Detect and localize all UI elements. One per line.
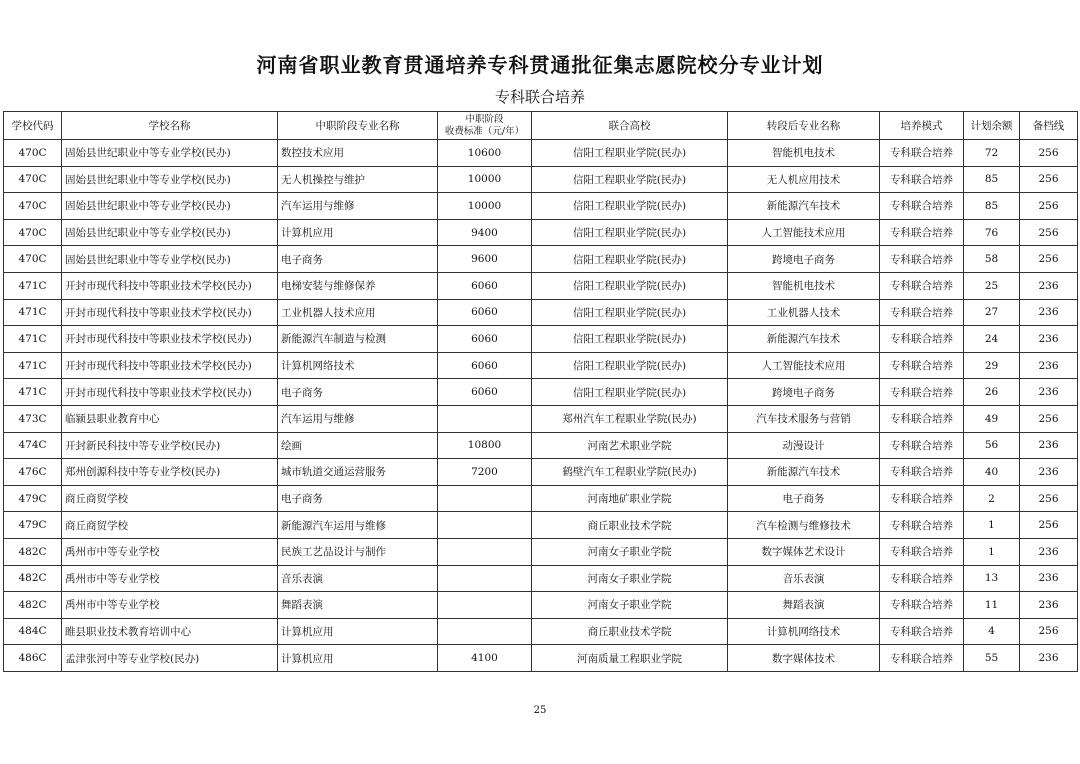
- cell-code: 470C: [4, 219, 62, 246]
- cell-remaining: 1: [964, 512, 1020, 539]
- header-code: 学校代码: [4, 112, 62, 140]
- cell-major: 电子商务: [278, 246, 438, 273]
- table-row: [4, 193, 1078, 220]
- cell-remaining: 11: [964, 592, 1020, 619]
- cell-partner: 信阳工程职业学院(民办): [532, 352, 728, 379]
- cell-after-major: 汽车技术服务与营销: [728, 405, 880, 432]
- cell-fee: 10600: [438, 140, 532, 167]
- cell-after-major: 工业机器人技术: [728, 299, 880, 326]
- cell-remaining: 26: [964, 379, 1020, 406]
- cell-remaining: 13: [964, 565, 1020, 592]
- cell-partner: 河南女子职业学院: [532, 565, 728, 592]
- cell-fee: 10000: [438, 193, 532, 220]
- table-row: [4, 645, 1078, 672]
- cell-major: 新能源汽车运用与维修: [278, 512, 438, 539]
- cell-after-major: 汽车检测与维修技术: [728, 512, 880, 539]
- cell-major: 电梯安装与维修保养: [278, 272, 438, 299]
- table-row: [4, 246, 1078, 273]
- header-major: 中职阶段专业名称: [278, 112, 438, 140]
- cell-school: 商丘商贸学校: [62, 512, 278, 539]
- cell-school: 禹州市中等专业学校: [62, 592, 278, 619]
- cell-school: 开封市现代科技中等职业技术学校(民办): [62, 272, 278, 299]
- cell-code: 482C: [4, 538, 62, 565]
- cell-remaining: 49: [964, 405, 1020, 432]
- table-row: [4, 140, 1078, 167]
- table-row: [4, 166, 1078, 193]
- cell-fee: [438, 485, 532, 512]
- plan-table: [3, 111, 1078, 672]
- cell-line: 236: [1020, 272, 1078, 299]
- cell-mode: 专科联合培养: [880, 272, 964, 299]
- cell-partner: 商丘职业技术学院: [532, 618, 728, 645]
- cell-line: 256: [1020, 618, 1078, 645]
- cell-remaining: 58: [964, 246, 1020, 273]
- cell-fee: 9400: [438, 219, 532, 246]
- header-remaining: 计划余额: [964, 112, 1020, 140]
- cell-partner: 郑州汽车工程职业学院(民办): [532, 405, 728, 432]
- cell-school: 睢县职业技术教育培训中心: [62, 618, 278, 645]
- cell-mode: 专科联合培养: [880, 459, 964, 486]
- cell-partner: 信阳工程职业学院(民办): [532, 140, 728, 167]
- cell-code: 482C: [4, 592, 62, 619]
- cell-code: 482C: [4, 565, 62, 592]
- cell-code: 471C: [4, 326, 62, 353]
- cell-school: 开封市现代科技中等职业技术学校(民办): [62, 379, 278, 406]
- cell-line: 236: [1020, 326, 1078, 353]
- cell-line: 236: [1020, 645, 1078, 672]
- cell-major: 新能源汽车制造与检测: [278, 326, 438, 353]
- cell-fee: [438, 565, 532, 592]
- cell-major: 舞蹈表演: [278, 592, 438, 619]
- cell-mode: 专科联合培养: [880, 166, 964, 193]
- header-fee: [438, 112, 532, 140]
- cell-remaining: 85: [964, 166, 1020, 193]
- cell-school: 固始县世纪职业中等专业学校(民办): [62, 219, 278, 246]
- cell-mode: 专科联合培养: [880, 326, 964, 353]
- cell-mode: 专科联合培养: [880, 592, 964, 619]
- cell-remaining: 40: [964, 459, 1020, 486]
- cell-school: 开封市现代科技中等职业技术学校(民办): [62, 352, 278, 379]
- table-row: [4, 512, 1078, 539]
- cell-school: 临颍县职业教育中心: [62, 405, 278, 432]
- table-row: [4, 272, 1078, 299]
- cell-code: 470C: [4, 140, 62, 167]
- cell-school: 固始县世纪职业中等专业学校(民办): [62, 140, 278, 167]
- cell-mode: 专科联合培养: [880, 618, 964, 645]
- cell-line: 236: [1020, 432, 1078, 459]
- cell-partner: 信阳工程职业学院(民办): [532, 166, 728, 193]
- cell-mode: 专科联合培养: [880, 193, 964, 220]
- cell-partner: 河南女子职业学院: [532, 538, 728, 565]
- cell-major: 电子商务: [278, 379, 438, 406]
- cell-school: 孟津张河中等专业学校(民办): [62, 645, 278, 672]
- cell-remaining: 1: [964, 538, 1020, 565]
- cell-fee: [438, 538, 532, 565]
- cell-line: 236: [1020, 592, 1078, 619]
- cell-major: 计算机应用: [278, 219, 438, 246]
- cell-school: 固始县世纪职业中等专业学校(民办): [62, 166, 278, 193]
- cell-remaining: 76: [964, 219, 1020, 246]
- cell-remaining: 4: [964, 618, 1020, 645]
- cell-major: 汽车运用与维修: [278, 193, 438, 220]
- cell-school: 开封市现代科技中等职业技术学校(民办): [62, 326, 278, 353]
- cell-fee: 10800: [438, 432, 532, 459]
- table-row: [4, 618, 1078, 645]
- table-row: [4, 432, 1078, 459]
- cell-major: 绘画: [278, 432, 438, 459]
- cell-fee: [438, 405, 532, 432]
- cell-major: 城市轨道交通运营服务: [278, 459, 438, 486]
- cell-line: 256: [1020, 246, 1078, 273]
- cell-code: 470C: [4, 246, 62, 273]
- cell-line: 236: [1020, 538, 1078, 565]
- table-header-row: [4, 112, 1078, 140]
- header-after-major: 转段后专业名称: [728, 112, 880, 140]
- cell-code: 479C: [4, 485, 62, 512]
- cell-mode: 专科联合培养: [880, 140, 964, 167]
- cell-mode: 专科联合培养: [880, 538, 964, 565]
- cell-line: 256: [1020, 140, 1078, 167]
- cell-mode: 专科联合培养: [880, 565, 964, 592]
- cell-line: 256: [1020, 405, 1078, 432]
- cell-after-major: 舞蹈表演: [728, 592, 880, 619]
- cell-code: 476C: [4, 459, 62, 486]
- cell-remaining: 25: [964, 272, 1020, 299]
- cell-partner: 商丘职业技术学院: [532, 512, 728, 539]
- cell-code: 484C: [4, 618, 62, 645]
- cell-partner: 河南质量工程职业学院: [532, 645, 728, 672]
- cell-school: 郑州创源科技中等专业学校(民办): [62, 459, 278, 486]
- cell-fee: 6060: [438, 272, 532, 299]
- cell-partner: 鹤壁汽车工程职业学院(民办): [532, 459, 728, 486]
- cell-code: 470C: [4, 193, 62, 220]
- cell-code: 471C: [4, 352, 62, 379]
- cell-fee: 4100: [438, 645, 532, 672]
- cell-partner: 信阳工程职业学院(民办): [532, 299, 728, 326]
- cell-line: 236: [1020, 352, 1078, 379]
- cell-mode: 专科联合培养: [880, 405, 964, 432]
- cell-code: 471C: [4, 299, 62, 326]
- table-row: [4, 485, 1078, 512]
- cell-partner: 河南女子职业学院: [532, 592, 728, 619]
- cell-code: 473C: [4, 405, 62, 432]
- cell-major: 计算机网络技术: [278, 352, 438, 379]
- page-subtitle: 专科联合培养: [494, 88, 585, 106]
- cell-partner: 信阳工程职业学院(民办): [532, 219, 728, 246]
- cell-line: 256: [1020, 512, 1078, 539]
- cell-line: 256: [1020, 485, 1078, 512]
- cell-fee: 7200: [438, 459, 532, 486]
- cell-remaining: 27: [964, 299, 1020, 326]
- table-row: [4, 326, 1078, 353]
- header-mode: 培养模式: [880, 112, 964, 140]
- cell-remaining: 85: [964, 193, 1020, 220]
- cell-partner: 信阳工程职业学院(民办): [532, 379, 728, 406]
- cell-major: 汽车运用与维修: [278, 405, 438, 432]
- cell-remaining: 24: [964, 326, 1020, 353]
- cell-fee: 10000: [438, 166, 532, 193]
- cell-major: 工业机器人技术应用: [278, 299, 438, 326]
- cell-after-major: 新能源汽车技术: [728, 326, 880, 353]
- cell-after-major: 数字媒体艺术设计: [728, 538, 880, 565]
- cell-after-major: 数字媒体技术: [728, 645, 880, 672]
- cell-fee: [438, 592, 532, 619]
- cell-school: 禹州市中等专业学校: [62, 565, 278, 592]
- table-body: [4, 140, 1078, 672]
- cell-remaining: 56: [964, 432, 1020, 459]
- cell-remaining: 2: [964, 485, 1020, 512]
- cell-fee: 6060: [438, 352, 532, 379]
- cell-after-major: 无人机应用技术: [728, 166, 880, 193]
- cell-fee: 6060: [438, 379, 532, 406]
- table-row: [4, 219, 1078, 246]
- cell-mode: 专科联合培养: [880, 299, 964, 326]
- cell-school: 开封市现代科技中等职业技术学校(民办): [62, 299, 278, 326]
- cell-mode: 专科联合培养: [880, 432, 964, 459]
- cell-line: 236: [1020, 459, 1078, 486]
- header-partner: 联合高校: [532, 112, 728, 140]
- cell-after-major: 动漫设计: [728, 432, 880, 459]
- cell-after-major: 智能机电技术: [728, 272, 880, 299]
- cell-school: 固始县世纪职业中等专业学校(民办): [62, 246, 278, 273]
- cell-partner: 河南艺术职业学院: [532, 432, 728, 459]
- cell-mode: 专科联合培养: [880, 352, 964, 379]
- cell-partner: 河南地矿职业学院: [532, 485, 728, 512]
- table-row: [4, 459, 1078, 486]
- page-number: 25: [533, 705, 547, 716]
- cell-code: 470C: [4, 166, 62, 193]
- cell-line: 256: [1020, 219, 1078, 246]
- page-title: 河南省职业教育贯通培养专科贯通批征集志愿院校分专业计划: [256, 53, 824, 77]
- header-fee-line2: 收费标准（元/年）: [444, 125, 525, 137]
- header-school: 学校名称: [62, 112, 278, 140]
- cell-partner: 信阳工程职业学院(民办): [532, 326, 728, 353]
- cell-mode: 专科联合培养: [880, 485, 964, 512]
- cell-code: 486C: [4, 645, 62, 672]
- table-row: [4, 352, 1078, 379]
- cell-fee: 9600: [438, 246, 532, 273]
- cell-major: 计算机应用: [278, 645, 438, 672]
- cell-code: 474C: [4, 432, 62, 459]
- cell-mode: 专科联合培养: [880, 645, 964, 672]
- cell-mode: 专科联合培养: [880, 219, 964, 246]
- table-row: [4, 565, 1078, 592]
- cell-after-major: 人工智能技术应用: [728, 352, 880, 379]
- header-fee-line1: 中职阶段: [465, 113, 504, 125]
- cell-after-major: 计算机网络技术: [728, 618, 880, 645]
- cell-school: 禹州市中等专业学校: [62, 538, 278, 565]
- cell-major: 民族工艺品设计与制作: [278, 538, 438, 565]
- cell-line: 236: [1020, 299, 1078, 326]
- cell-after-major: 电子商务: [728, 485, 880, 512]
- cell-school: 商丘商贸学校: [62, 485, 278, 512]
- table-row: [4, 299, 1078, 326]
- cell-remaining: 72: [964, 140, 1020, 167]
- cell-remaining: 55: [964, 645, 1020, 672]
- cell-fee: [438, 618, 532, 645]
- cell-school: 开封新民科技中等专业学校(民办): [62, 432, 278, 459]
- cell-after-major: 新能源汽车技术: [728, 459, 880, 486]
- cell-code: 479C: [4, 512, 62, 539]
- cell-mode: 专科联合培养: [880, 246, 964, 273]
- cell-fee: [438, 512, 532, 539]
- cell-code: 471C: [4, 379, 62, 406]
- cell-partner: 信阳工程职业学院(民办): [532, 246, 728, 273]
- table-row: [4, 592, 1078, 619]
- table-row: [4, 379, 1078, 406]
- cell-line: 236: [1020, 565, 1078, 592]
- cell-after-major: 智能机电技术: [728, 140, 880, 167]
- cell-after-major: 跨境电子商务: [728, 379, 880, 406]
- cell-after-major: 跨境电子商务: [728, 246, 880, 273]
- cell-major: 音乐表演: [278, 565, 438, 592]
- cell-partner: 信阳工程职业学院(民办): [532, 272, 728, 299]
- header-line: 备档线: [1020, 112, 1078, 140]
- cell-major: 数控技术应用: [278, 140, 438, 167]
- cell-fee: 6060: [438, 299, 532, 326]
- cell-mode: 专科联合培养: [880, 379, 964, 406]
- cell-after-major: 人工智能技术应用: [728, 219, 880, 246]
- cell-after-major: 音乐表演: [728, 565, 880, 592]
- cell-after-major: 新能源汽车技术: [728, 193, 880, 220]
- cell-major: 无人机操控与维护: [278, 166, 438, 193]
- cell-fee: 6060: [438, 326, 532, 353]
- cell-line: 256: [1020, 193, 1078, 220]
- cell-code: 471C: [4, 272, 62, 299]
- cell-major: 电子商务: [278, 485, 438, 512]
- cell-partner: 信阳工程职业学院(民办): [532, 193, 728, 220]
- table-row: [4, 538, 1078, 565]
- cell-line: 236: [1020, 379, 1078, 406]
- cell-mode: 专科联合培养: [880, 512, 964, 539]
- cell-line: 256: [1020, 166, 1078, 193]
- cell-school: 固始县世纪职业中等专业学校(民办): [62, 193, 278, 220]
- cell-remaining: 29: [964, 352, 1020, 379]
- cell-major: 计算机应用: [278, 618, 438, 645]
- table-row: [4, 405, 1078, 432]
